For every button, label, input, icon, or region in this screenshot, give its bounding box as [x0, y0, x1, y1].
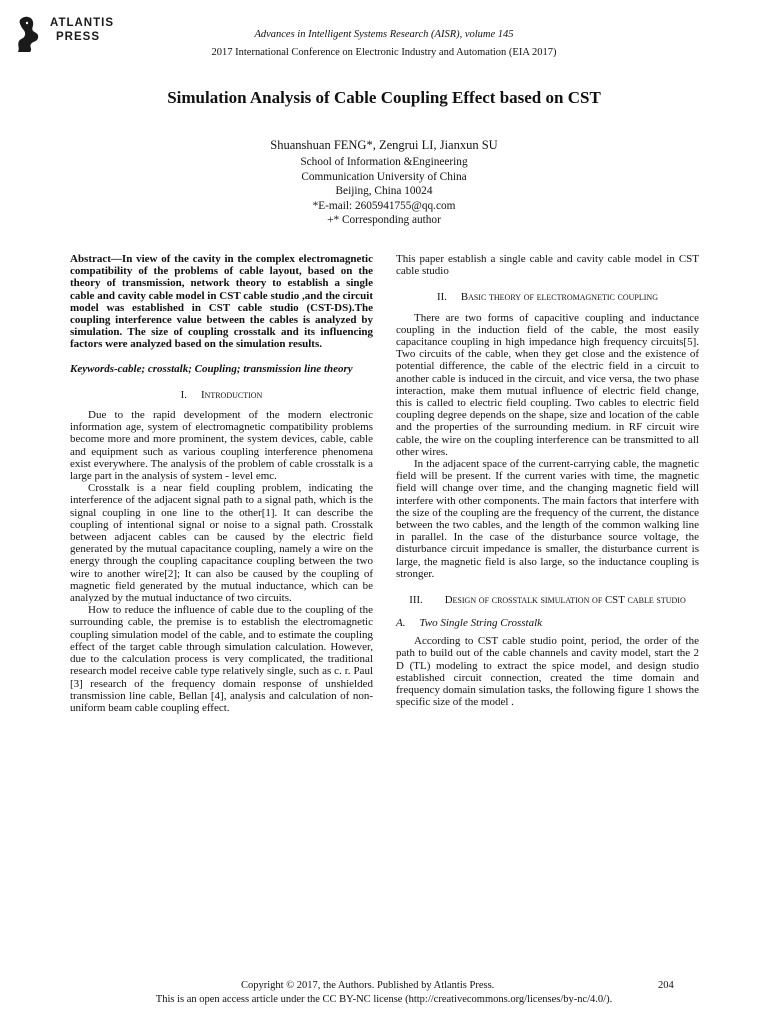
copyright-notice: Copyright © 2017, the Authors. Published by Atlantis Press. — [241, 980, 495, 991]
section-heading-design — [396, 594, 699, 607]
section-title: Basic theory of electromagnetic coupling — [460, 291, 658, 304]
paragraph: There are two forms of capacitive coupling and inductance coupling in the induction field of the cable, the most easily capacitance coupling in high impedance high frequency circuits[5]. Two circuits of the cable, when they get close and the existence of potential difference, the cable of the electric field in a circuit to another cable is induced in the circuit, and vice versa, the two phase interaction, make them mutual influence of electric field change, this is called to electric field coupling. Two cables to electric field coupling degree depends on the shape, size and location of the cable and the properties of the surrounding medium. in RF circuit wire cable, the wire on the coupling interference can be transmitted to all other wires. — [396, 311, 699, 458]
paragraph: This paper establish a single cable and cavity cable model in CST cable studio — [396, 253, 699, 278]
journal-header: Advances in Intelligent Systems Research (AISR), volume 145 — [254, 29, 514, 40]
affiliation-line: School of Information &Engineering — [300, 156, 468, 168]
section-number: III. — [409, 594, 423, 607]
section-title-part: cable studio — [624, 594, 686, 607]
affiliation-line: Communication University of China — [301, 170, 467, 183]
paragraph: In the adjacent space of the current-carrying cable, the magnetic field will be present. If the current varies with time, the magnetic field will change over time, and the changing magnetic field will interfere with other components. The main factors that interfere with the size of the coupling are the frequency of the current, the distance between the two cables, and the length of the common walking line in parallel. In the case of the disturbance source voltage, the disturbance circuit impedance is smaller, the disturbance current is large, the magnetic field is also large, so the inductance coupling is stronger. — [396, 458, 699, 580]
section-number: II. — [436, 291, 447, 304]
conference-header: 2017 International Conference on Electronic Industry and Automation (EIA 2017) — [211, 47, 557, 58]
affiliation-line: Beijing, China 10024 — [335, 185, 433, 197]
section-title: Introduction — [200, 388, 263, 401]
right-column — [396, 253, 699, 709]
logo-line2: PRESS — [56, 31, 100, 43]
subsection-title: Two Single String Crosstalk — [419, 617, 543, 630]
affiliation — [0, 155, 768, 228]
section-number: I. — [180, 388, 187, 401]
left-column — [70, 253, 373, 714]
paragraph: Due to the rapid development of the modern electronic information age, system of electromagnetic compatibility problems become more and more prominent, the system devices, cable, cable and equipment such as various coupling interference phenomena exist everywhere. The analysis of the problem of cable crosstalk is a large part in the analysis of system - level emc. — [70, 409, 373, 483]
license-notice: This is an open access article under the CC BY-NC license (http://creativecommons.org/licenses/by-nc/4.0/). — [155, 994, 613, 1005]
corresponding-author-note: +* Corresponding author — [327, 214, 441, 226]
subsection-heading — [396, 617, 699, 629]
section-title-part: CST — [604, 594, 625, 607]
paper-title: Simulation Analysis of Cable Coupling Effect based on CST — [167, 88, 601, 107]
abstract: Abstract—In view of the cavity in the complex electromagnetic compatibility of the problems of cable layout, based on the theory of transmission, network theory to establish a single cable and cavity cable model in CST cable studio ,and the circuit model was established in CST cable studio (CST-DS).The coupling interference value between the cables is analyzed by simulation. The size of coupling crosstalk and its influencing factors were analyzed based on the simulation results. — [70, 253, 373, 351]
section-title-part: Design of crosstalk simulation of — [444, 594, 605, 607]
keywords: Keywords-cable; crosstalk; Coupling; transmission line theory — [70, 362, 353, 375]
section-heading-introduction — [70, 389, 373, 401]
paragraph: Crosstalk is a near field coupling problem, indicating the interference of the adjacent signal path to a signal path, which is the signal coupling in one line to the other[1]. It can describe the coupling of intentional signal or noise to a signal path. Crosstalk between adjacent cables can be caused by the electric field generated by the mutual capacitance coupling, namely a wire on the energy through the coupling capacitance coupling between the two wire to another wire[2]; It can also be caused by the coupling of magnetic field generated by the mutual inductance, which can be analyzed by the mutual inductance of two circuits. — [70, 482, 373, 605]
subsection-number: A. — [396, 617, 406, 630]
authors: Shuanshuan FENG*, Zengrui LI, Jianxun SU — [270, 138, 498, 152]
page-number: 204 — [658, 980, 674, 991]
paragraph: According to CST cable studio point, period, the order of the path to build out of the cable channels and cavity model, start the 2 D (TL) modeling to extract the spice model, and design studio established circuit connection, created the time domain and frequency domain simulation tasks, the following figure 1 shows the specific size of the model . — [396, 635, 699, 709]
logo-line1: ATLANTIS — [50, 17, 115, 29]
paragraph: How to reduce the influence of cable due to the coupling of the surrounding cable, the premise is to establish the electromagnetic coupling simulation model of the cable, and to estimate the coupling effect of the target cable through simulation calculation. However, due to the calculation process is very complicated, the traditional research model receive cable type relatively single, such as c. r. Paul [3] research of the frequency domain response of unshielded transmission line cable, Bellan [4], analysis and calculation of non-uniform beam cable coupling effect. — [70, 604, 373, 714]
email-line: *E-mail: 2605941755@qq.com — [312, 199, 456, 212]
section-heading-basic-theory — [396, 291, 699, 303]
